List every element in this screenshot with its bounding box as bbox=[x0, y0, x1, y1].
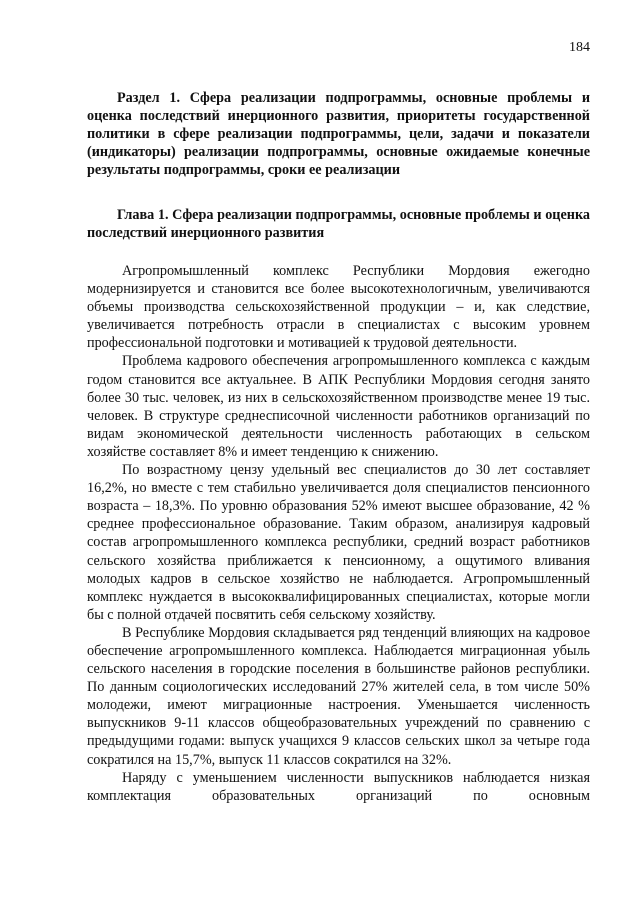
section-title: Раздел 1. Сфера реализации подпрограммы, основные проблемы и оценка последствий инерционного развития, приоритеты государственной политики в сфере реализации подпрограммы, цели, задачи и показатели (индикаторы) реализации подпрограммы, основные ожидаемые конечные результаты подпрограммы, сроки ее реализации bbox=[87, 90, 590, 178]
paragraph: Наряду с уменьшением численности выпускников наблюдается низкая комплектация образовательных организаций по основным bbox=[87, 769, 590, 804]
paragraph: По возрастному цензу удельный вес специалистов до 30 лет составляет 16,2%, но вместе с тем стабильно увеличивается доля специалистов пенсионного возраста – 18,3%. По уровню образования 52% имеют высшее образование, 42 % среднее профессиональное образование. Таким образом, анализируя кадровый состав агропромышленного комплекса республики, средний возраст работников сельского хозяйства приближается к пенсионному, а ощутимого вливания молодых кадров в сельское хозяйство не наблюдается. Агропромышленный комплекс нуждается в высококвалифицированных специалистах, которые могли бы с полной отдачей посвятить себя сельскому хозяйству. bbox=[87, 462, 590, 623]
body-text bbox=[87, 262, 590, 805]
paragraph: В Республике Мордовия складывается ряд тенденций влияющих на кадровое обеспечение агропромышленного комплекса. Наблюдается миграционная убыль сельского населения в городские поселения в большинстве районов республики. По данным социологических исследований 27% жителей села, в том числе 50% молодежи, имеют миграционные настроения. Уменьшается численность выпускников 9-11 классов общеобразовательных учреждений по сравнению с предыдущими годами: выпуск учащихся 9 классов сельских школ за четыре года сократился на 15,7%, выпуск 11 классов сократился на 32%. bbox=[87, 624, 590, 768]
paragraph: Агропромышленный комплекс Республики Мордовия ежегодно модернизируется и становится все более высокотехнологичным, увеличиваются объемы производства сельскохозяйственной продукции – и, как следствие, увеличивается потребность отрасли в специалистах с высоким уровнем профессиональной подготовки и мотивацией к трудовой деятельности. bbox=[87, 263, 590, 352]
chapter-title: Глава 1. Сфера реализации подпрограммы, основные проблемы и оценка последствий инерционного развития bbox=[87, 207, 590, 241]
paragraph: Проблема кадрового обеспечения агропромышленного комплекса с каждым годом становится все актуальнее. В АПК Республики Мордовия сегодня занято более 30 тыс. человек, из них в сельскохозяйственном производстве менее 19 тыс. человек. В структуре среднесписочной численности работников организаций по видам экономической деятельности численность работающих в сельском хозяйстве составляет 8% и имеет тенденцию к снижению. bbox=[87, 353, 590, 460]
page-number: 184 bbox=[569, 40, 590, 55]
